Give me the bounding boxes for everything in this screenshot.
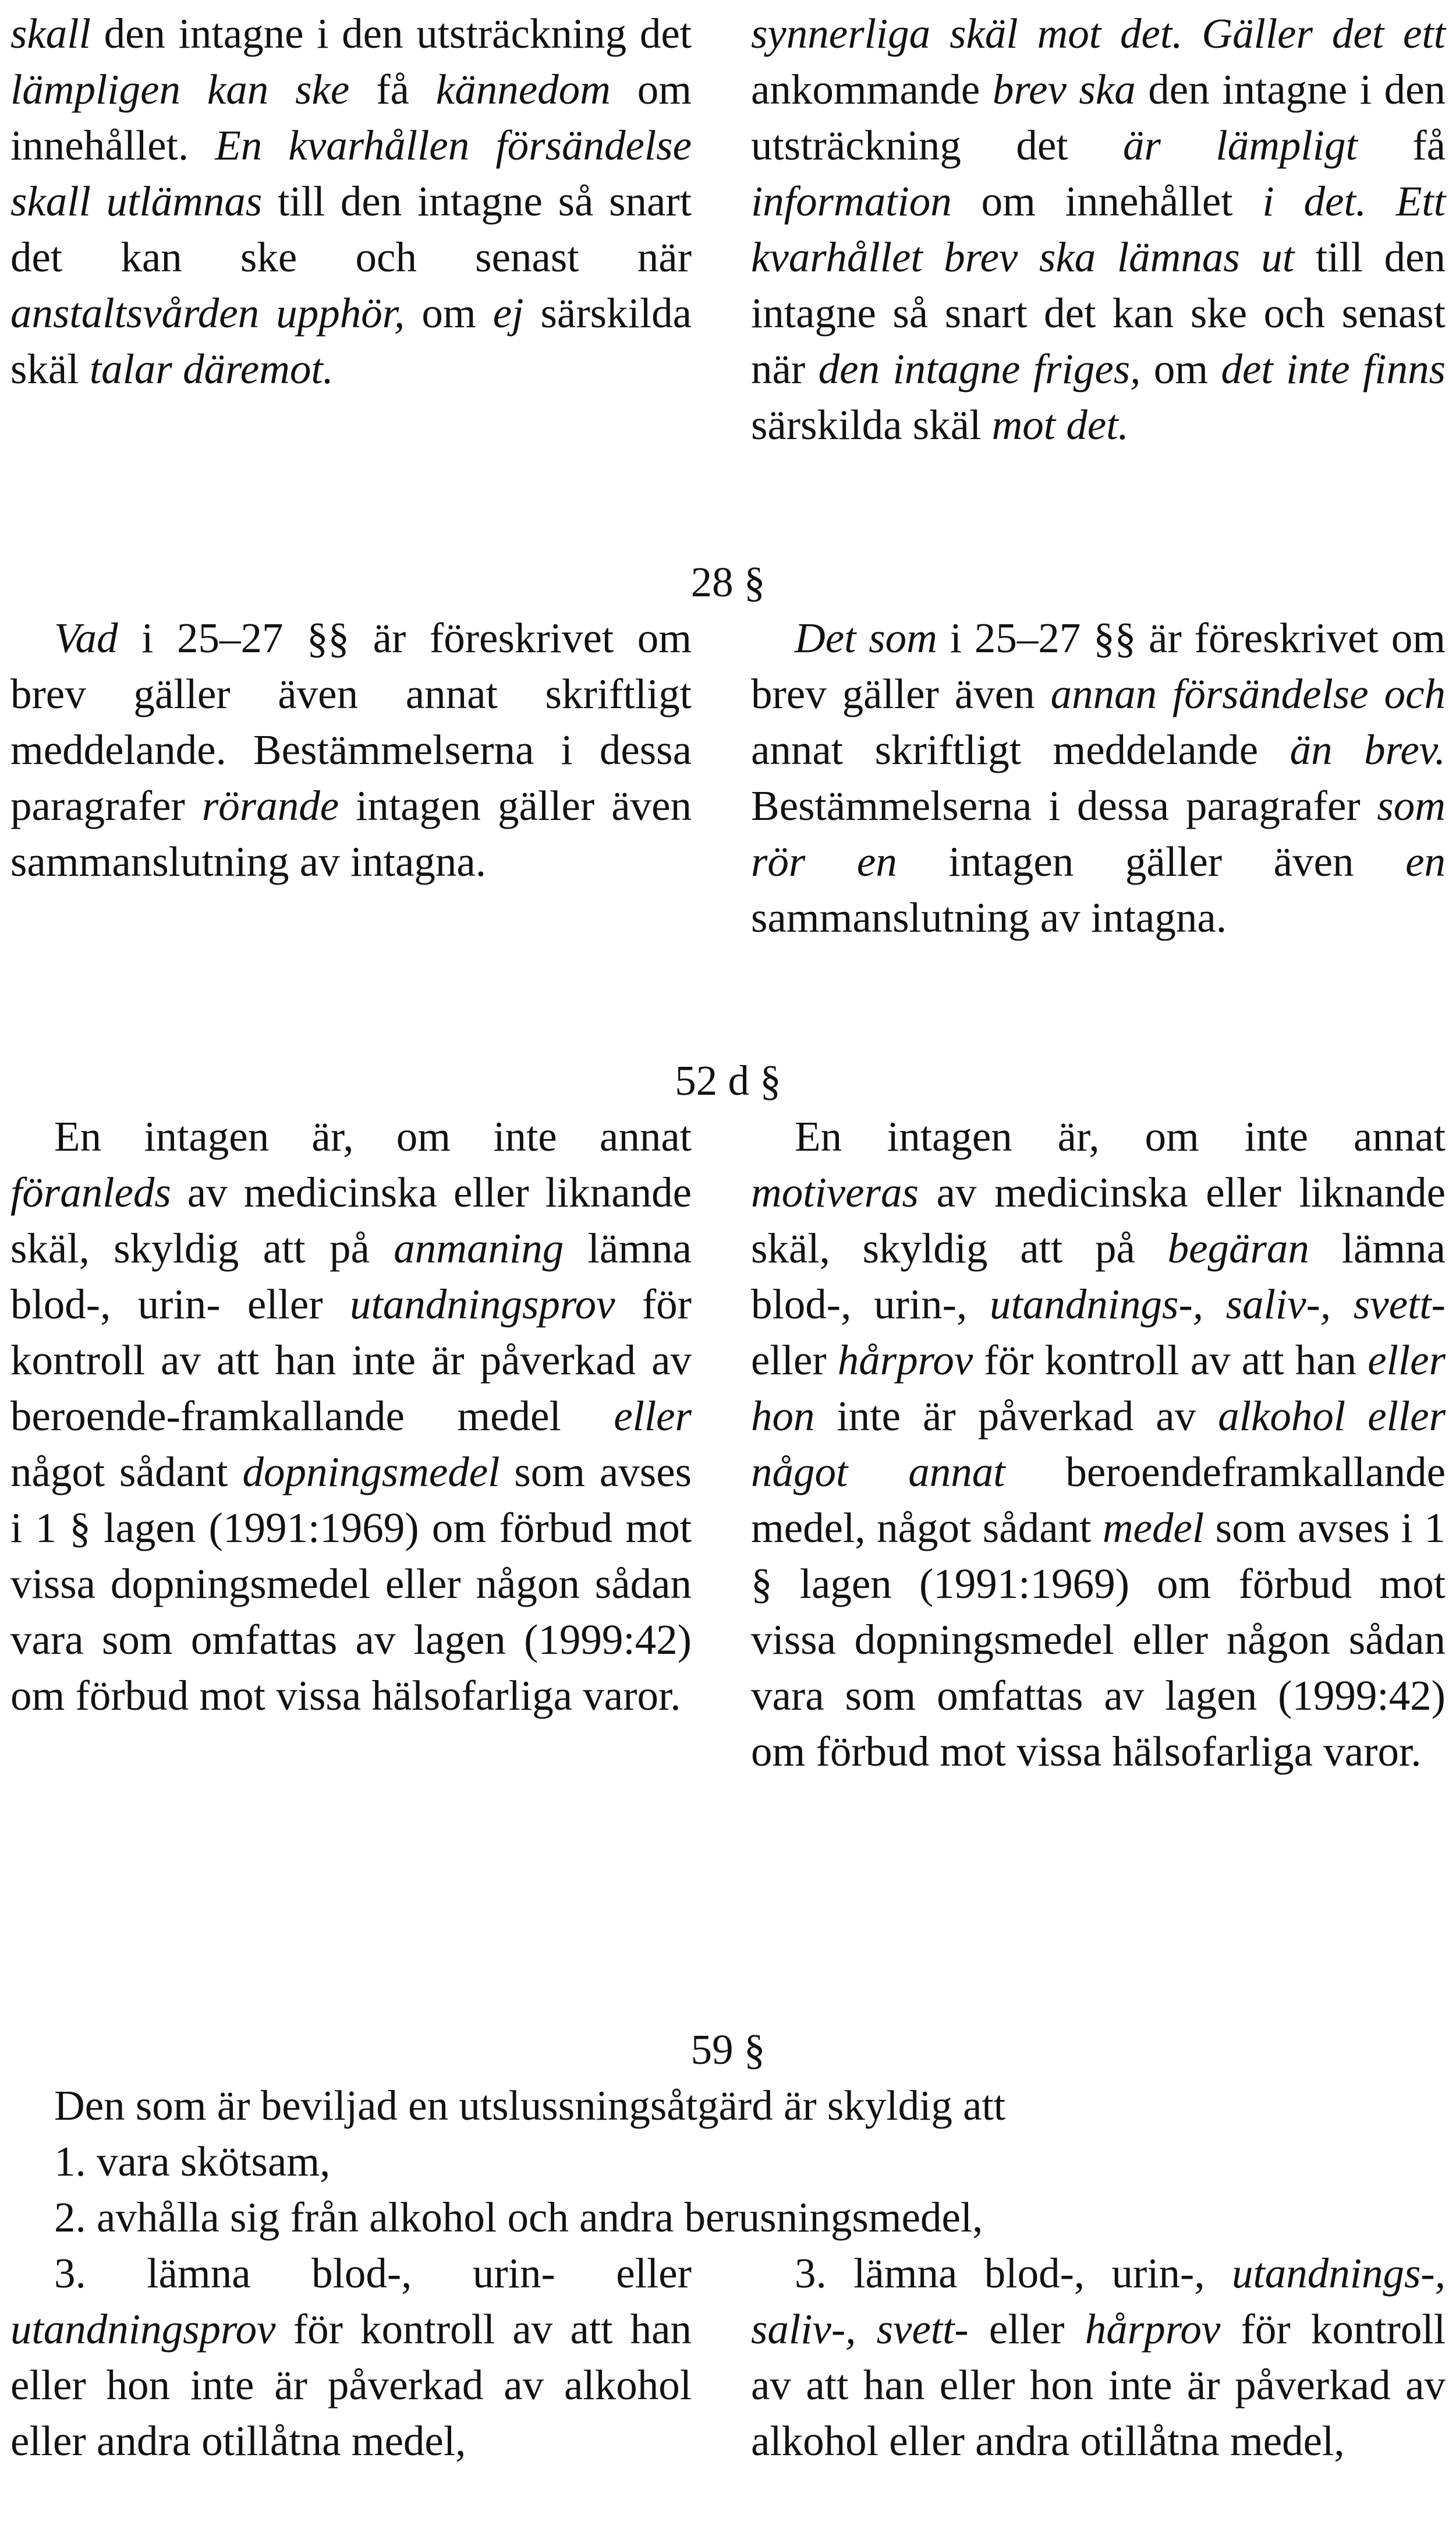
italic-run: som rör en (751, 782, 1446, 885)
italic-run: motiveras (751, 1169, 919, 1216)
text-run: om innehållet. (10, 66, 692, 169)
italic-run: hårprov (1085, 2305, 1221, 2353)
italic-run: en (1405, 838, 1446, 885)
section-59-heading: 59 § (690, 2026, 766, 2073)
italic-run: föranleds (10, 1169, 171, 1216)
italic-run: kännedom (435, 66, 611, 113)
italic-run: Det som (795, 614, 937, 662)
text-run: av medicinska eller liknande skäl, skyldig att på (10, 1169, 692, 1272)
section-28-right-text (751, 610, 1446, 946)
text-run: inte är påverkad av (814, 1392, 1218, 1440)
section-52d-heading: 52 d § (675, 1057, 781, 1104)
text-run: Bestämmelserna i dessa paragrafer (751, 782, 1377, 829)
text-run: eller (751, 1336, 838, 1384)
italic-run: alkohol eller något annat (751, 1392, 1446, 1495)
text-run: särskilda skäl (751, 401, 992, 448)
text-run: i 25–27 §§ är föreskrivet om brev gäller även annat skriftligt meddelande. Bestämmelserna i dessa paragrafer (10, 614, 692, 829)
section-28-left-text (10, 610, 692, 890)
text-run: särskilda skäl (10, 289, 692, 392)
italic-run: den intagne friges, (818, 345, 1141, 392)
section-52d-left-text (10, 1109, 692, 1724)
text-run: som avses i 1 § lagen (1991:1969) om förbud mot vissa dopningsmedel eller någon sådan vara som omfattas av lagen (1999:42) om förbud mot vissa hälsofarliga varor. (10, 1448, 692, 1719)
italic-run: eller hon (751, 1336, 1446, 1440)
section-28-heading: 28 § (690, 558, 766, 606)
italic-run: begäran (1167, 1225, 1309, 1272)
italic-run: synnerliga skäl mot det. Gäller det ett (751, 10, 1446, 57)
italic-run: utandnings-, saliv-, svett- (989, 1281, 1446, 1328)
italic-run: rörande (201, 782, 339, 829)
text-run: om (405, 289, 493, 337)
section-59-left-text (10, 2245, 692, 2469)
text-run: något sådant (10, 1448, 243, 1495)
italic-run: mot det. (991, 401, 1129, 448)
italic-run: information (751, 178, 952, 225)
text-run: 3. lämna blod-, urin- eller (54, 2250, 692, 2297)
italic-run: lämpligen kan ske (10, 66, 350, 113)
section-59-intro: Den som är beviljad en utslussningsåtgärd är skyldig att (54, 2082, 1006, 2129)
text-run: annat skriftligt meddelande (751, 726, 1290, 773)
text-run: som avses i 1 § lagen (1991:1969) om förbud mot vissa dopningsmedel eller någon sådan vara som omfattas av lagen (1999:42) om förbud mot vissa hälsofarliga varor. (751, 1504, 1446, 1775)
text-run: för kontroll av att han eller hon inte är påverkad av alkohol eller andra otillåtna medel, (751, 2305, 1446, 2464)
italic-run: ej (493, 289, 524, 337)
text-run: om innehållet (951, 178, 1263, 225)
italic-run: talar däremot. (89, 345, 334, 392)
text-run: eller (968, 2305, 1085, 2353)
block1-right-text (751, 6, 1446, 453)
text-run: till den intagne så snart det kan ske och senast när (10, 178, 692, 281)
text-run: intagen gäller även sammanslutning av intagna. (10, 782, 692, 885)
block1-left-text (10, 6, 692, 397)
italic-run: skall (10, 10, 91, 57)
italic-run: utandningsprov (10, 2305, 276, 2353)
text-run: beroendeframkallande medel, något sådant (751, 1448, 1446, 1551)
text-run: En intagen är, om inte annat (54, 1113, 692, 1160)
text-run: för kontroll av att han inte är påverkad av beroende-framkallande medel (10, 1281, 692, 1440)
italic-run: är lämpligt (1123, 122, 1358, 169)
italic-run: brev ska (992, 66, 1136, 113)
section-52d-right-text (751, 1109, 1446, 1780)
italic-run: utandningsprov (349, 1281, 615, 1328)
italic-run: utandnings-, saliv-, svett- (751, 2250, 1446, 2353)
italic-run: dopningsmedel (242, 1448, 500, 1495)
italic-run: än brev. (1290, 726, 1446, 773)
text-run: En intagen är, om inte annat (795, 1113, 1446, 1160)
text-run: i 25–27 §§ är föreskrivet om brev gäller även (751, 614, 1446, 717)
text-run: den intagne i den utsträckning det (751, 66, 1446, 169)
text-run: till den intagne så snart det kan ske och senast när (751, 234, 1446, 392)
section-59-item-2: 2. avhålla sig från alkohol och andra berusningsmedel, (54, 2194, 983, 2241)
italic-run: hårprov (837, 1336, 973, 1384)
text-run: få (1357, 122, 1446, 169)
italic-run: eller (614, 1392, 692, 1440)
italic-run: i det. Ett kvarhållet brev ska lämnas ut (751, 178, 1446, 281)
text-run: om (1140, 345, 1221, 392)
text-run: lämna blod-, urin-, (751, 1225, 1446, 1328)
section-59-item-1: 1. vara skötsam, (54, 2138, 331, 2185)
text-run: få (349, 66, 436, 113)
text-run: lämna blod-, urin- eller (10, 1225, 692, 1328)
text-run: den intagne i den utsträckning det (90, 10, 692, 57)
italic-run: annan försändelse och (1050, 670, 1446, 717)
text-run: 3. lämna blod-, urin-, (795, 2250, 1232, 2297)
text-run: av medicinska eller liknande skäl, skyldig att på (751, 1169, 1446, 1272)
italic-run: anstaltsvården upphör, (10, 289, 405, 337)
text-run: intagen gäller även (897, 838, 1406, 885)
text-run: sammanslutning av intagna. (751, 894, 1227, 941)
italic-run: medel (1102, 1504, 1205, 1551)
text-run: för kontroll av att han eller hon inte är påverkad av alkohol eller andra otillåtna medel, (10, 2305, 692, 2464)
italic-run: det inte finns (1221, 345, 1446, 392)
section-59-right-text (751, 2245, 1446, 2469)
text-run: ankommande (751, 66, 993, 113)
italic-run: Vad (54, 614, 118, 662)
italic-run: En kvarhållen försändelse skall utlämnas (10, 122, 692, 225)
text-run: för kontroll av att han (973, 1336, 1368, 1384)
italic-run: anmaning (394, 1225, 564, 1272)
